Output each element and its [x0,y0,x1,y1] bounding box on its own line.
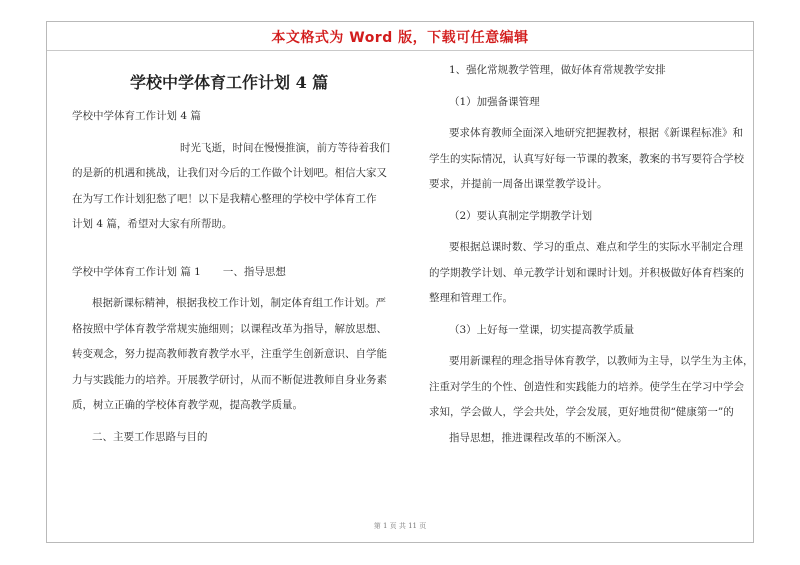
paragraph-line: 质，树立正确的学校体育教学观，提高教学质量。 [72,399,303,411]
paragraph-line: 力与实践能力的培养。开展教学研讨，从而不断促进教师自身业务素 [72,373,387,386]
paragraph-line: 学生的实际情况，认真写好每一节课的教案，教案的书写要符合学校 [429,152,744,165]
intro-line: 在为写工作计划犯愁了吧！以下是我精心整理的学校中学体育工作 [72,192,377,205]
editable-banner: 本文格式为 Word 版，下载可任意编辑 [271,30,529,46]
sub-heading: （1）加强备课管理 [449,95,540,108]
paragraph-line: 整理和管理工作。 [429,292,513,304]
intro-line: 时光飞逝，时间在慢慢推演，前方等待着我们 [180,141,390,154]
intro-line: 的是新的机遇和挑战，让我们对今后的工作做个计划吧。相信大家又 [72,167,387,179]
paragraph-line: 注重对学生的个性、创造性和实践能力的培养。使学生在学习中学会 [429,380,744,393]
sub-heading: （2）要认真制定学期教学计划 [449,209,593,222]
section-heading: 学校中学体育工作计划 篇 1 [72,265,201,278]
paragraph-line: 转变观念，努力提高教师教育教学水平，注重学生创新意识、自学能 [72,348,387,360]
intro-line: 计划 4 篇，希望对大家有所帮助。 [72,218,233,230]
paragraph-line: 指导思想，推进课程改革的不断深入。 [449,431,628,444]
header-divider [47,50,753,51]
paragraph-line: 要求，并提前一周备出课堂教学设计。 [429,178,608,190]
paragraph-line: 要根据总课时数、学习的重点、难点和学生的实际水平制定合理 [449,241,743,253]
sub-heading: （3）上好每一堂课，切实提高教学质量 [449,323,635,336]
paragraph-line: 的学期教学计划、单元教学计划和课时计划。并积极做好体育档案的 [429,266,744,279]
section-heading-row [72,260,402,286]
item-heading: 1、强化常规教学管理，做好体育常规教学安排 [449,64,666,76]
section-heading-2: 二、主要工作思路与目的 [92,430,208,443]
document-title: 学校中学体育工作计划 4 篇 [130,73,329,92]
paragraph-line: 根据新课标精神，根据我校工作计划，制定体育组工作计划。严 [92,297,386,309]
paragraph-line: 格按照中学体育教学常规实施细则；以课程改革为指导，解放思想、 [72,322,387,335]
paragraph-line: 要用新课程的理念指导体育教学，以教师为主导，以学生为主体， [449,355,754,367]
right-column [429,58,759,451]
left-column [72,68,402,450]
section-subheading: 一、指导思想 [222,265,286,278]
paragraph-line: 要求体育教师全面深入地研究把握教材，根据《新课程标准》和 [449,127,743,139]
page-number: 第 1 页 共 11 页 [373,522,427,530]
subtitle: 学校中学体育工作计划 4 篇 [72,110,201,122]
paragraph-line: 求知，学会做人，学会共处，学会发展，更好地贯彻“健康第一”的 [429,406,734,418]
